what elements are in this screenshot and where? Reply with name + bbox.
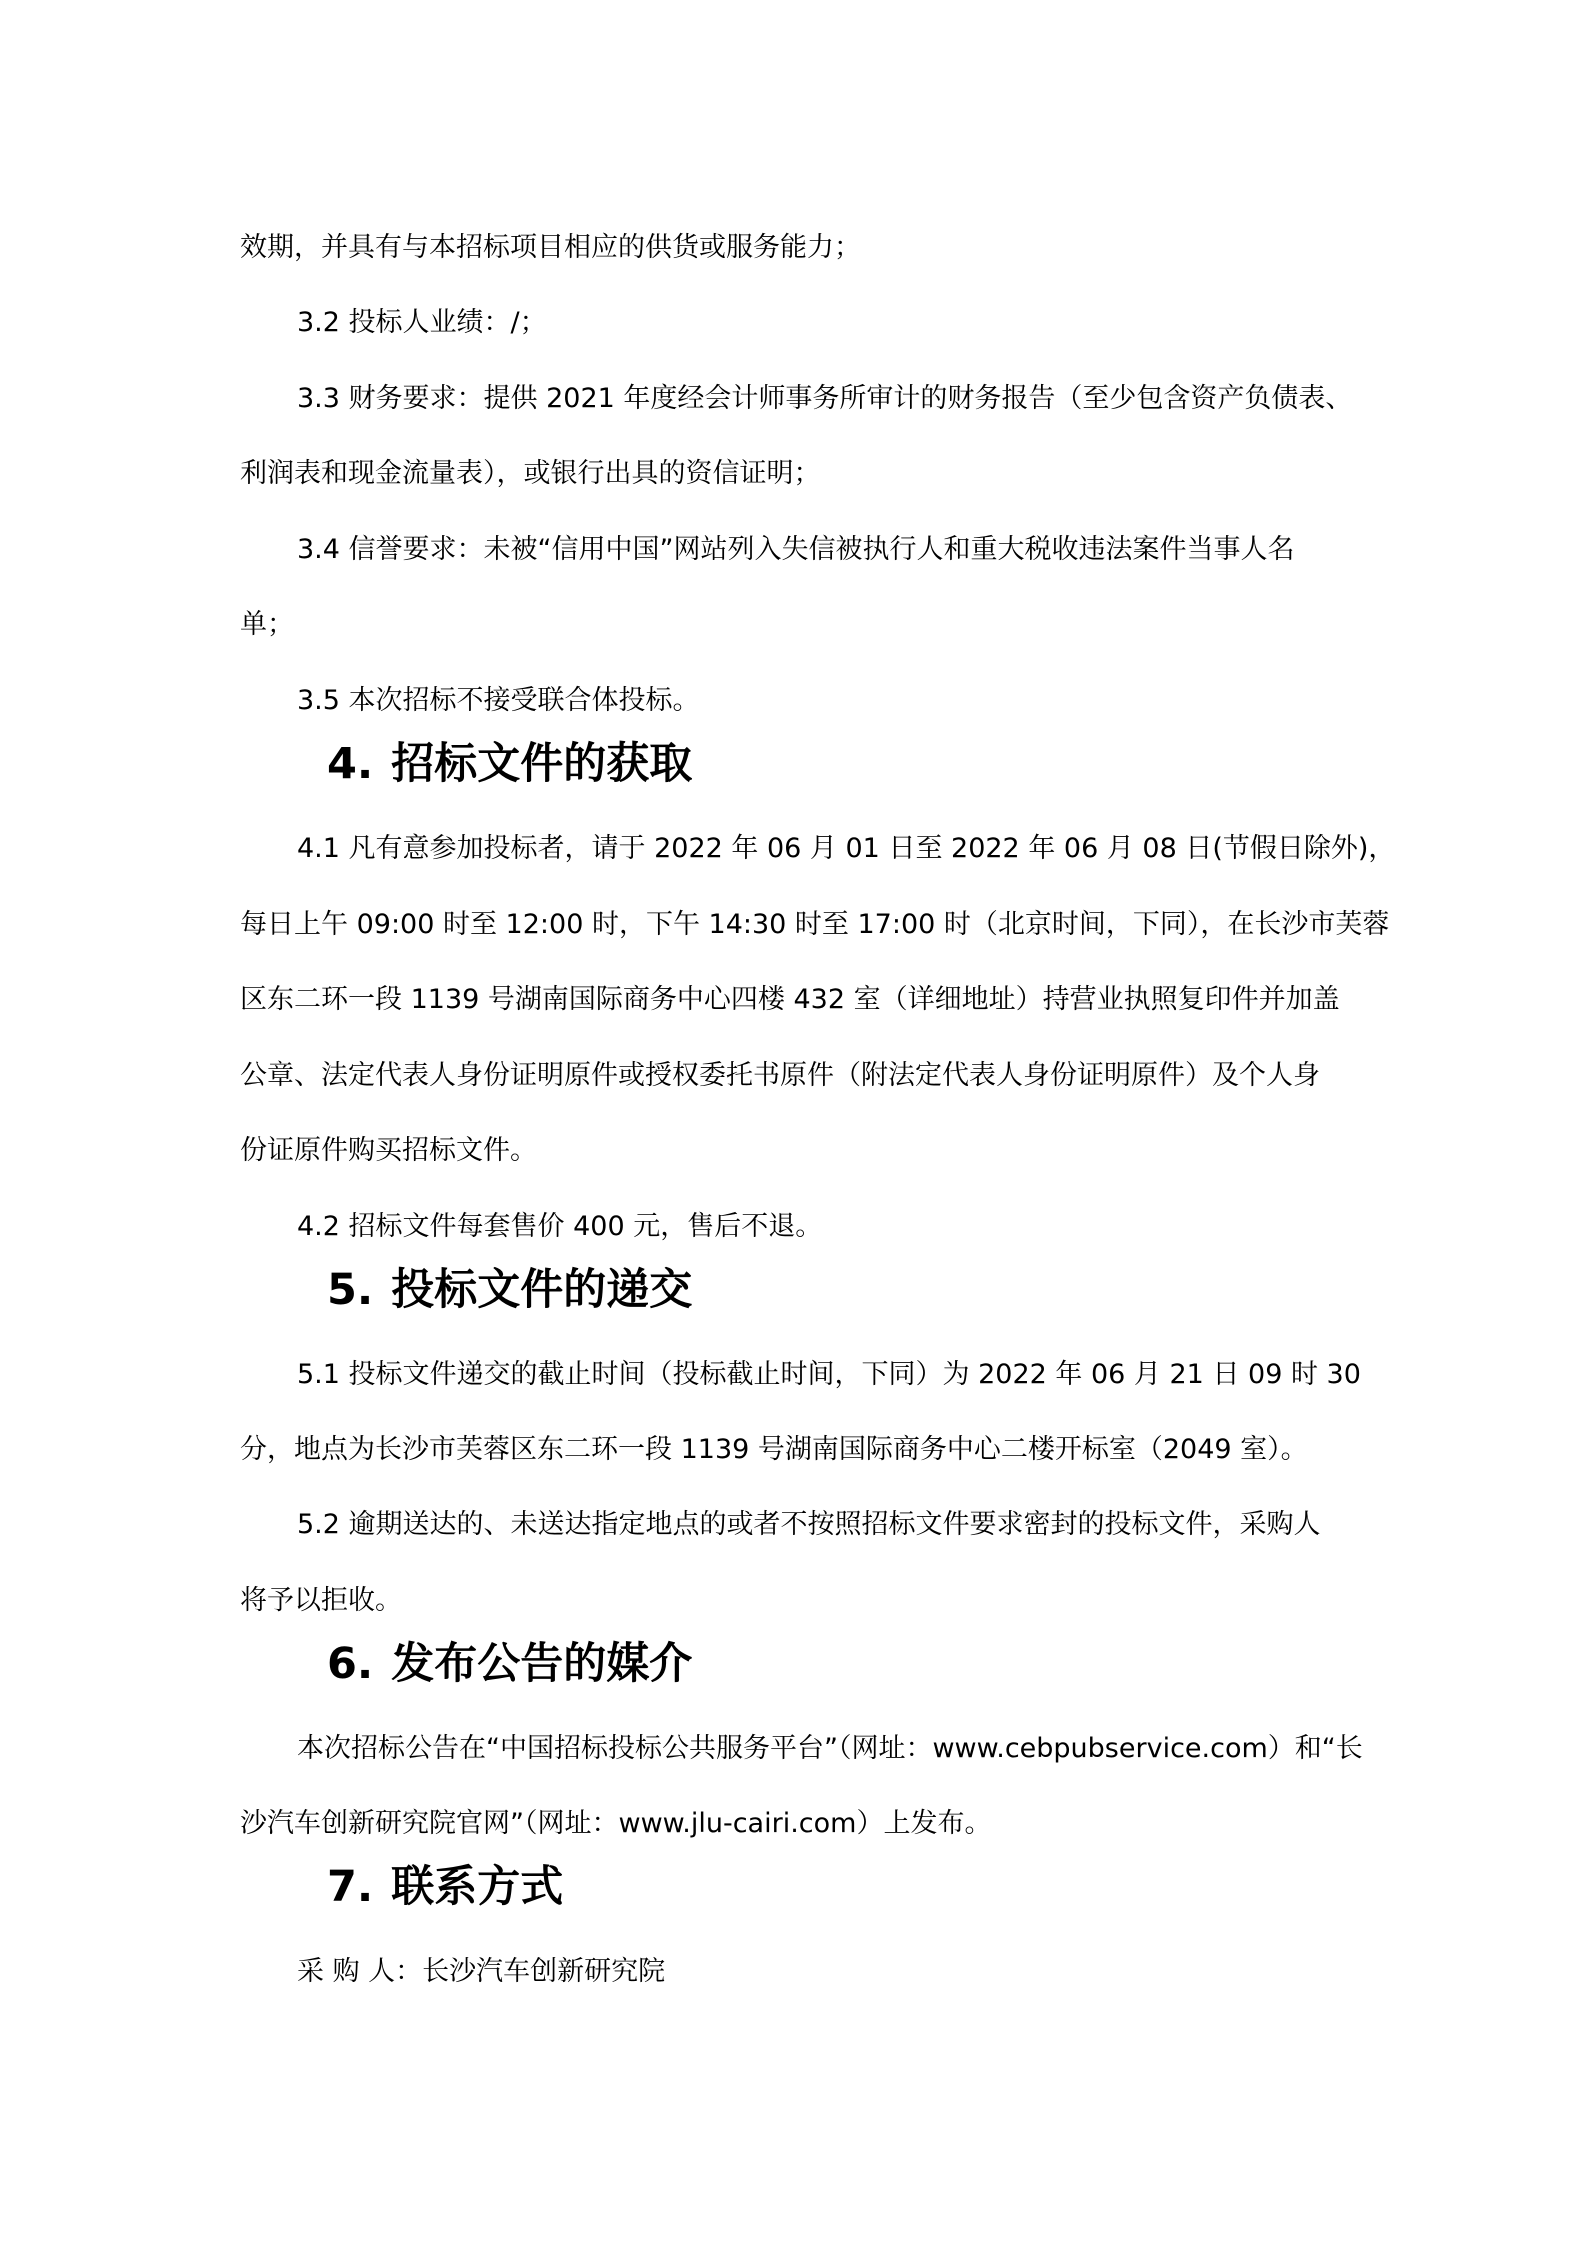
paragraph-4-1-line-1: 4.1 凡有意参加投标者，请于 2022 年 06 月 01 日至 2022 年 06 月 08 日(节假日除外)， xyxy=(297,833,1396,864)
section-title: 联系方式 xyxy=(391,1862,564,1912)
paragraph-6-line-2: 沙汽车创新研究院官网”（网址：www.jlu-cairi.com）上发布。 xyxy=(240,1808,992,1839)
section-title: 发布公告的媒介 xyxy=(391,1639,693,1689)
paragraph-3-4-line-2: 单； xyxy=(240,609,294,640)
paragraph-3-2: 3.2 投标人业绩：/； xyxy=(297,307,547,338)
section-heading-5 xyxy=(327,1262,692,1318)
paragraph-6-line-1: 本次招标公告在“中国招标投标公共服务平台”（网址：www.cebpubservice.com）和“长 xyxy=(297,1733,1363,1764)
section-title: 招标文件的获取 xyxy=(391,739,693,789)
paragraph-3-3-line-1: 3.3 财务要求：提供 2021 年度经会计师事务所审计的财务报告（至少包含资产负债表、 xyxy=(297,383,1353,414)
section-heading-4 xyxy=(327,736,692,792)
paragraph-3-1-continuation: 效期，并具有与本招标项目相应的供货或服务能力； xyxy=(240,232,861,263)
paragraph-5-2-line-1: 5.2 逾期送达的、未送达指定地点的或者不按照招标文件要求密封的投标文件，采购人 xyxy=(297,1509,1321,1540)
paragraph-4-1-line-2: 每日上午 09:00 时至 12:00 时，下午 14:30 时至 17:00 时（北京时间，下同），在长沙市芙蓉 xyxy=(240,909,1390,940)
paragraph-4-2: 4.2 招标文件每套售价 400 元，售后不退。 xyxy=(297,1211,823,1242)
paragraph-3-5: 3.5 本次招标不接受联合体投标。 xyxy=(297,685,700,716)
paragraph-4-1-line-5: 份证原件购买招标文件。 xyxy=(240,1135,537,1166)
contact-buyer-line: 采 购 人：长沙汽车创新研究院 xyxy=(297,1956,666,1987)
section-number: 6. xyxy=(327,1639,374,1689)
section-title: 投标文件的递交 xyxy=(391,1265,693,1315)
section-heading-7 xyxy=(327,1859,563,1915)
paragraph-3-4-line-1: 3.4 信誉要求：未被“信用中国”网站列入失信被执行人和重大税收违法案件当事人名 xyxy=(297,534,1295,565)
section-heading-6 xyxy=(327,1636,692,1692)
paragraph-3-3-line-2: 利润表和现金流量表），或银行出具的资信证明； xyxy=(240,458,821,489)
section-number: 4. xyxy=(327,739,374,789)
paragraph-5-1-line-1: 5.1 投标文件递交的截止时间（投标截止时间，下同）为 2022 年 06 月 21 日 09 时 30 xyxy=(297,1359,1361,1390)
section-number: 7. xyxy=(327,1862,374,1912)
paragraph-4-1-line-3: 区东二环一段 1139 号湖南国际商务中心四楼 432 室（详细地址）持营业执照复印件并加盖 xyxy=(240,984,1340,1015)
paragraph-5-1-line-2: 分，地点为长沙市芙蓉区东二环一段 1139 号湖南国际商务中心二楼开标室（2049 室）。 xyxy=(240,1434,1308,1465)
paragraph-5-2-line-2: 将予以拒收。 xyxy=(240,1585,402,1616)
section-number: 5. xyxy=(327,1265,374,1315)
paragraph-4-1-line-4: 公章、法定代表人身份证明原件或授权委托书原件（附法定代表人身份证明原件）及个人身 xyxy=(240,1060,1320,1091)
